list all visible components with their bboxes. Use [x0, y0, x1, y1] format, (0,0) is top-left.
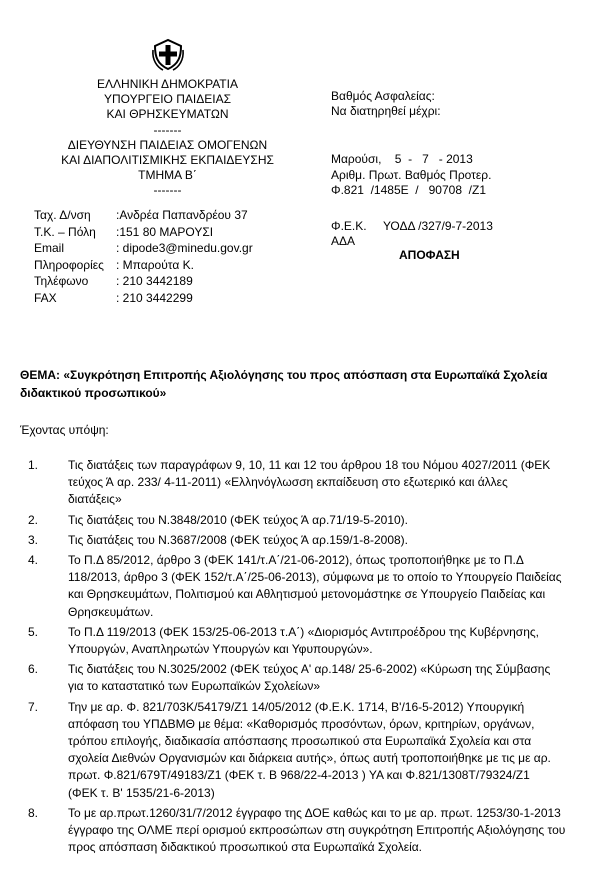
contact-key: Τ.Κ. – Πόλη: [34, 224, 96, 239]
list-item-number: 5.: [28, 624, 39, 639]
contact-value: : Μπαρούτα Κ.: [116, 257, 194, 272]
security-level: Βαθμός Ασφαλείας:: [331, 89, 435, 103]
contact-key: Τηλέφωνο: [34, 274, 89, 288]
contact-row: [34, 224, 253, 241]
contact-key: Ταχ. Δ/νση: [34, 208, 91, 222]
contact-row: [34, 240, 253, 257]
contact-key: Πληροφορίες: [34, 257, 104, 272]
list-item-number: 6.: [28, 662, 39, 677]
protocol-number: Φ.821 /1485Ε / 90708 /Ζ1: [331, 183, 487, 197]
list-item-text: Το Π.Δ 119/2013 (ΦΕΚ 153/25-06-2013 τ.Α΄) «Διορισμός Αντιπροέδρου της Κυβέρνησης, Υπουργών, Αναπληρωτών Υπουργών και Υφυπουργών».: [68, 624, 540, 657]
contact-row: [34, 257, 253, 274]
list-item: [28, 624, 616, 658]
list-item: [28, 805, 616, 857]
ministry-header: [40, 77, 295, 199]
header-line: ΔΙΕΥΘΥΝΣΗ ΠΑΙΔΕΙΑΣ ΟΜΟΓΕΝΩΝ: [67, 137, 268, 152]
considerations-list: [28, 457, 616, 856]
greek-coat-of-arms-icon: [151, 36, 185, 72]
contact-key: Email: [34, 241, 65, 255]
contact-email: : dipode3@minedu.gov.gr: [116, 241, 253, 255]
subject-heading: ΘΕΜΑ: «Συγκρότηση Επιτροπής Αξιολόγησης του προς απόσπαση στα Ευρωπαϊκά Σχολεία διδακτικού προσωπικού»: [20, 368, 548, 400]
list-item: [28, 699, 616, 802]
contact-block: [34, 207, 253, 306]
keep-until: Να διατηρηθεί μέχρι:: [331, 104, 441, 118]
list-item-text: Την με αρ. Φ. 821/703Κ/54179/Ζ1 14/05/2012 (Φ.Ε.Κ. 1714, Β'/16-5-2012) Υπουργική απόφαση του ΥΠΔΒΜΘ με θέμα: «Καθορισμός προσόντων, όρων, κριτηρίων, οργάνων, τρόπου επιλογής, διαδικασία απόσπασης προσωπικού στα Ευρωπαϊκά Σχολεία και στα σχολεία Διεθνών Οργανισμών και διάρκεια αυτής», όπως αυτή τροποποιήθηκε με τις με αρ. πρωτ. Φ.821/679Τ/49183/Ζ1 (ΦΕΚ τ. Β 968/22-4-2013 ) ΥΑ και Φ.821/1308Τ/79324/Ζ1 (ΦΕΚ τ. Β' 1535/21-6-2013): [68, 699, 551, 800]
fek-reference: Φ.Ε.Κ. ΥΟΔΔ /327/9-7-2013: [331, 219, 493, 233]
list-item-text: Τις διατάξεις των παραγράφων 9, 10, 11 και 12 του άρθρου 18 του Νόμου 4027/2011 (ΦΕΚ τεύχος Ά αρ. 233/ 4-11-2011) «Ελληνόγλωσση εκπαίδευση στο εξωτερικό και άλλες διατάξεις»: [68, 458, 551, 507]
document-date: Μαρούσι, 5 - 7 - 2013: [331, 152, 473, 166]
contact-row: [34, 207, 253, 224]
intro-text: Έχοντας υπόψη:: [20, 423, 109, 437]
list-item-number: 1.: [28, 458, 39, 472]
list-item-number: 3.: [28, 532, 39, 547]
contact-row: [34, 273, 253, 290]
list-item-text: Το Π.Δ 85/2012, άρθρο 3 (ΦΕΚ 141/τ.Α΄/21-06-2012), όπως τροποποιήθηκε με το Π.Δ 118/2013, άρθρο 3 (ΦΕΚ 152/τ.Α΄/25-06-2013), σύμφωνα με το οποίο το Υπουργείο Παιδείας και Θρησκευμάτων, Πολιτισμού και Αθλητισμού μετονομάστηκε σε Υπουργείο Παιδείας και Θρησκευμάτων.: [68, 553, 562, 619]
list-item-number: 2.: [28, 512, 39, 527]
list-item: [28, 512, 616, 529]
list-item: [28, 661, 616, 695]
header-separator: -------: [153, 183, 182, 198]
contact-key: FAX: [34, 290, 57, 305]
header-separator: -------: [153, 122, 182, 137]
list-item-text: Το με αρ.πρωτ.1260/31/7/2012 έγγραφο της ΔΟΕ καθώς και το με αρ. πρωτ. 1253/30-1-2013 έγγραφο της ΟΛΜΕ περί ορισμού εκπροσώπων στη συγκρότηση Επιτροπής Αξιολόγησης του προς απόσπαση διδακτικού προσωπικού στα Ευρωπαϊκά Σχολεία.: [68, 805, 566, 855]
list-item-text: Τις διατάξεις του Ν.3687/2008 (ΦΕΚ τεύχος Ά αρ.159/1-8-2008).: [68, 532, 408, 547]
list-item: [28, 532, 616, 549]
contact-value: :151 80 ΜΑΡΟΥΣΙ: [116, 224, 214, 239]
header-line: ΚΑΙ ΘΡΗΣΚΕΥΜΑΤΩΝ: [106, 107, 229, 122]
ada-label: ΑΔΑ: [331, 234, 356, 248]
list-item-text: Τις διατάξεις του Ν.3848/2010 (ΦΕΚ τεύχος Ά αρ.71/19-5-2010).: [68, 512, 408, 527]
list-item-text: Τις διατάξεις του Ν.3025/2002 (ΦΕΚ τεύχος Α' αρ.148/ 25-6-2002) «Κύρωση της Σύμβασης για το καταστατικό των Ευρωπαϊκών Σχολείων»: [68, 662, 551, 694]
list-item: [28, 457, 616, 509]
decision-title: ΑΠΟΦΑΣΗ: [399, 248, 460, 262]
list-item-number: 4.: [28, 553, 39, 568]
contact-row: [34, 290, 253, 307]
list-item-number: 7.: [28, 699, 39, 714]
header-line: ΚΑΙ ΔΙΑΠΟΛΙΤΙΣΜΙΚΗΣ ΕΚΠΑΙΔΕΥΣΗΣ: [61, 153, 274, 168]
header-line: ΕΛΛΗΝΙΚΗ ΔΗΜΟΚΡΑΤΙΑ: [97, 77, 238, 91]
protocol-label: Αριθμ. Πρωτ. Βαθμός Προτερ.: [331, 168, 492, 182]
header-line: ΤΜΗΜΑ Β΄: [138, 168, 197, 183]
contact-value: : 210 3442299: [116, 290, 193, 305]
header-line: ΥΠΟΥΡΓΕΙΟ ΠΑΙΔΕΙΑΣ: [103, 92, 232, 107]
list-item: [28, 552, 616, 621]
list-item-number: 8.: [28, 805, 39, 820]
contact-value: : 210 3442189: [116, 274, 193, 288]
contact-value: :Ανδρέα Παπανδρέου 37: [116, 208, 248, 222]
